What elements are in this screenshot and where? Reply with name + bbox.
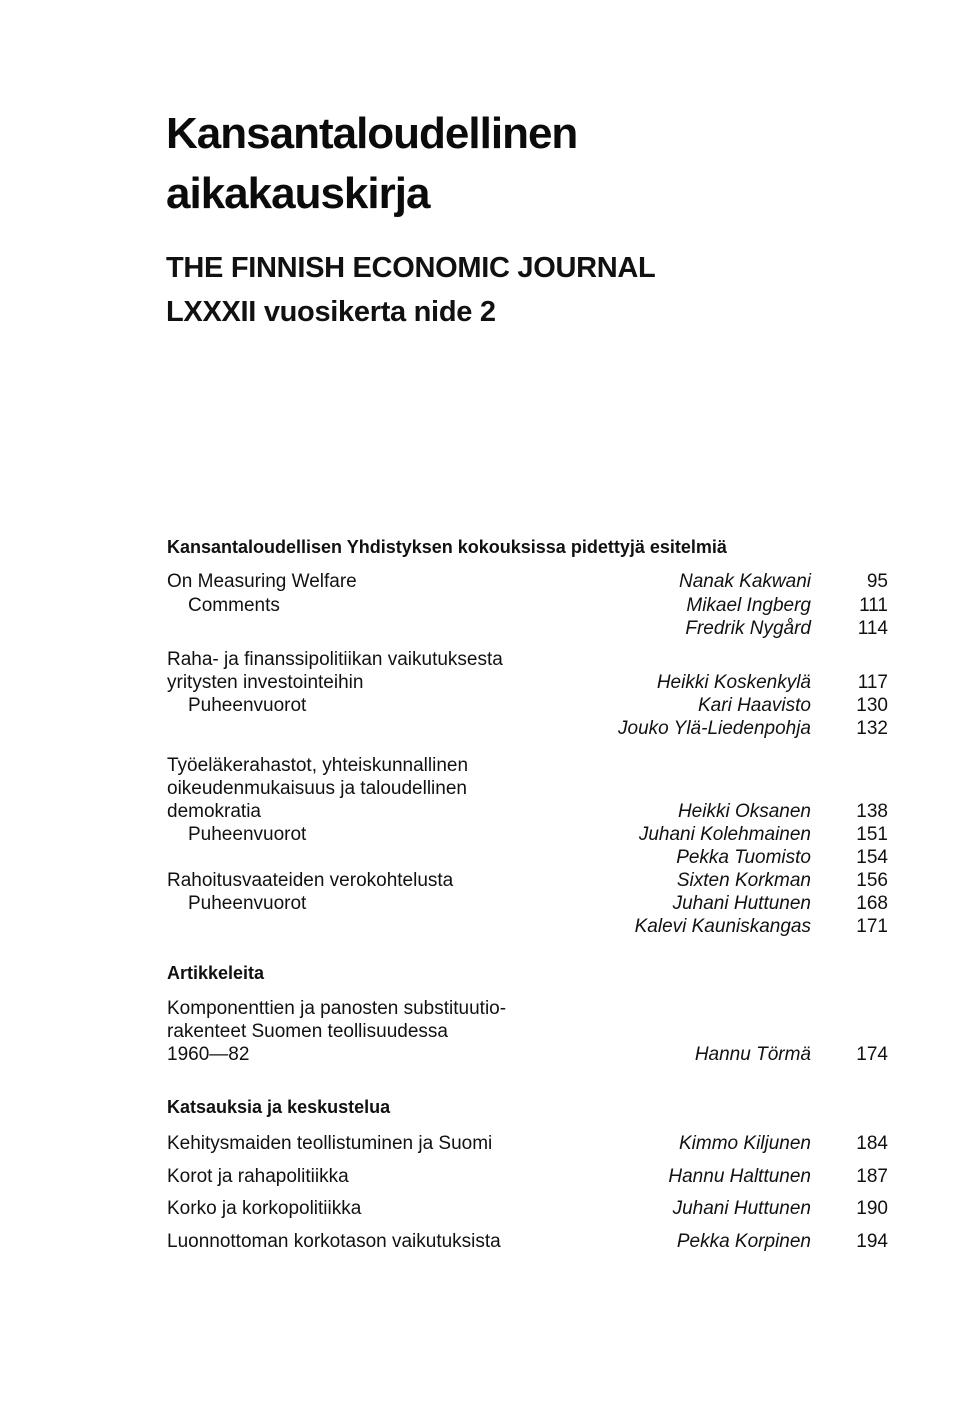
entry-author: Hannu Halttunen [668,1166,811,1187]
journal-subtitle: THE FINNISH ECONOMIC JOURNAL [166,252,656,284]
entry-title: Puheenvuorot [188,893,307,914]
entry-title: Komponenttien ja panosten substituutio- [167,998,507,1019]
entry-page-number: 194 [856,1231,888,1252]
entry-title: 1960—82 [167,1044,250,1065]
entry-author: Fredrik Nygård [685,618,811,639]
entry-page-number: 168 [856,893,888,914]
entry-title: yritysten investointeihin [167,672,364,693]
entry-title: Kehitysmaiden teollistuminen ja Suomi [167,1133,493,1154]
entry-page-number: 130 [856,695,888,716]
entry-page-number: 151 [856,824,888,845]
entry-title: Raha- ja finanssipolitiikan vaikutuksesta [167,649,503,670]
entry-author: Nanak Kakwani [678,571,811,592]
entry-author: Hannu Törmä [694,1044,811,1065]
entry-author: Kimmo Kiljunen [679,1133,811,1154]
entry-page-number: 111 [859,595,888,616]
entry-title: Rahoitusvaateiden verokohtelusta [167,870,454,891]
entry-author: Mikael Ingberg [686,595,811,616]
entry-author: Kalevi Kauniskangas [634,916,811,937]
entry-title: Comments [188,595,280,616]
entry-title: oikeudenmukaisuus ja taloudellinen [167,778,467,799]
entry-author: Jouko Ylä-Liedenpohja [618,718,811,739]
entry-title: Puheenvuorot [188,695,307,716]
entry-page-number: 132 [856,718,888,739]
entry-title: Korko ja korkopolitiikka [167,1198,362,1219]
entry-author: Pekka Tuomisto [676,847,811,868]
entry-page-number: 174 [856,1044,888,1065]
journal-title-line1: Kansantaloudellinen [166,109,578,158]
entry-page-number: 190 [856,1198,888,1219]
volume-label: LXXXII vuosikerta nide 2 [166,296,496,328]
entry-title: Työeläkerahastot, yhteiskunnallinen [167,755,469,776]
journal-title-line2: aikakauskirja [166,169,430,218]
entry-page-number: 154 [856,847,888,868]
section-heading-lectures: Kansantaloudellisen Yhdistyksen kokouksissa pidettyjä esitelmiä [167,537,727,557]
entry-author: Juhani Huttunen [672,1198,811,1219]
entry-title: Korot ja rahapolitiikka [167,1166,349,1187]
entry-page-number: 138 [856,801,888,822]
entry-page-number: 187 [856,1166,888,1187]
entry-author: Pekka Korpinen [676,1231,811,1252]
section-heading-reviews: Katsauksia ja keskustelua [167,1097,391,1117]
entry-author: Sixten Korkman [676,870,811,891]
entry-author: Kari Haavisto [698,695,811,716]
entry-author: Juhani Huttunen [672,893,811,914]
entry-title: Luonnottoman korkotason vaikutuksista [167,1231,501,1252]
entry-author: Heikki Oksanen [677,801,811,822]
entry-page-number: 156 [856,870,888,891]
entry-author: Juhani Kolehmainen [638,824,811,845]
entry-title: rakenteet Suomen teollisuudessa [167,1021,448,1042]
entry-page-number: 184 [856,1133,888,1154]
entry-page-number: 114 [857,618,888,639]
entry-author: Heikki Koskenkylä [656,672,811,693]
entry-page-number: 171 [856,916,888,937]
entry-title: demokratia [167,801,261,822]
entry-page-number: 95 [866,571,888,592]
section-heading-articles: Artikkeleita [167,963,265,983]
entry-title: Puheenvuorot [188,824,307,845]
entry-title: On Measuring Welfare [167,571,357,592]
entry-page-number: 117 [857,672,888,693]
